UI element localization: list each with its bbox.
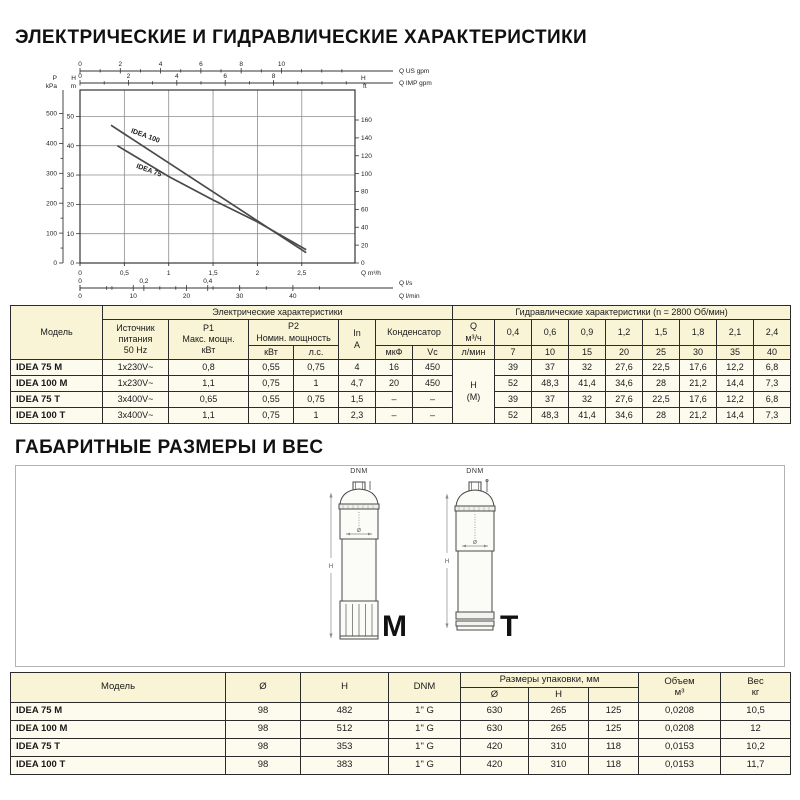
svg-text:40: 40: [66, 142, 74, 150]
data-cell: 12: [721, 720, 791, 738]
lmin-value-header: 15: [569, 345, 606, 359]
spec-col-q: Q м³/ч: [453, 320, 495, 346]
data-cell: 420: [461, 756, 529, 774]
spec-col-source: Источник питания 50 Hz: [103, 320, 169, 360]
dnm-label-t: DNM: [466, 468, 484, 475]
data-cell: 1,5: [339, 392, 376, 408]
q-value-header: 0,6: [532, 320, 569, 346]
table-row: [11, 756, 791, 774]
data-cell: 0,75: [294, 392, 339, 408]
data-cell: 0,0153: [639, 756, 721, 774]
data-cell: 0,0153: [639, 738, 721, 756]
svg-text:Q l/s: Q l/s: [399, 280, 413, 287]
head-value-cell: 7,3: [754, 376, 791, 392]
dim-col-height: H: [301, 673, 389, 703]
header-cell: Vc: [413, 345, 453, 359]
svg-text:1: 1: [166, 270, 171, 277]
data-cell: 0,0208: [639, 702, 721, 720]
head-value-cell: 27,6: [606, 360, 643, 376]
svg-text:0: 0: [70, 260, 74, 268]
data-cell: 4,7: [339, 376, 376, 392]
data-cell: 1" G: [389, 720, 461, 738]
data-cell: –: [413, 408, 453, 424]
svg-text:2,5: 2,5: [297, 270, 307, 277]
data-cell: 0,8: [169, 360, 249, 376]
data-cell: 353: [301, 738, 389, 756]
h-dim-label-t: H: [444, 559, 450, 565]
data-cell: 1" G: [389, 756, 461, 774]
svg-text:40: 40: [361, 224, 369, 232]
dim-group-packaging: Размеры упаковки, мм: [461, 673, 639, 688]
svg-text:80: 80: [361, 188, 369, 196]
model-cell: IDEA 75 M: [11, 360, 103, 376]
data-cell: –: [413, 392, 453, 408]
svg-text:kPa: kPa: [45, 83, 57, 90]
dim-col-volume: Объем м³: [639, 673, 721, 703]
model-cell: IDEA 75 M: [11, 702, 226, 720]
pump-curves-svg: [25, 58, 495, 310]
svg-text:60: 60: [361, 206, 369, 214]
spec-col-p2: P2 Номин. мощность: [249, 320, 339, 346]
spec-group-electrical: Электрические характеристики: [103, 306, 453, 320]
data-cell: 98: [226, 756, 301, 774]
data-cell: 1: [294, 376, 339, 392]
data-cell: 450: [413, 376, 453, 392]
head-value-cell: 14,4: [717, 408, 754, 424]
svg-text:0,5: 0,5: [119, 270, 129, 277]
svg-text:0: 0: [78, 270, 82, 277]
head-value-cell: 48,3: [532, 376, 569, 392]
packaging-sub-header: [589, 687, 639, 702]
data-cell: 10,2: [721, 738, 791, 756]
data-cell: 0,75: [249, 376, 294, 392]
q-value-header: 0,4: [495, 320, 532, 346]
model-cell: IDEA 100 M: [11, 376, 103, 392]
svg-text:160: 160: [361, 117, 372, 125]
data-cell: 125: [589, 720, 639, 738]
svg-text:H: H: [361, 75, 366, 82]
svg-text:6: 6: [223, 73, 228, 80]
lmin-value-header: 40: [754, 345, 791, 359]
dimensions-table: [10, 672, 791, 775]
data-cell: 0,75: [249, 408, 294, 424]
head-value-cell: 34,6: [606, 408, 643, 424]
packaging-sub-header: Ø: [461, 687, 529, 702]
lmin-value-header: 7: [495, 345, 532, 359]
data-cell: 3x400V~: [103, 392, 169, 408]
head-value-cell: 12,2: [717, 392, 754, 408]
data-cell: 482: [301, 702, 389, 720]
head-value-cell: 22,5: [643, 392, 680, 408]
head-value-cell: 37: [532, 360, 569, 376]
dnm-label-m: DNM: [350, 468, 368, 475]
spec-col-model: Модель: [11, 306, 103, 360]
head-value-cell: 34,6: [606, 376, 643, 392]
model-cell: IDEA 75 T: [11, 392, 103, 408]
data-cell: 10,5: [721, 702, 791, 720]
dia-dim-label-m: Ø: [357, 528, 361, 534]
svg-text:0: 0: [361, 260, 365, 268]
head-value-cell: 41,4: [569, 408, 606, 424]
table-row: [11, 720, 791, 738]
svg-text:20: 20: [182, 293, 191, 300]
dim-col-model: Модель: [11, 673, 226, 703]
svg-text:4: 4: [158, 61, 163, 68]
data-cell: 2,3: [339, 408, 376, 424]
head-value-cell: 28: [643, 408, 680, 424]
lmin-value-header: 20: [606, 345, 643, 359]
data-cell: 118: [589, 738, 639, 756]
svg-text:2: 2: [126, 73, 131, 80]
table-row: [11, 392, 791, 408]
q-value-header: 0,9: [569, 320, 606, 346]
data-cell: 0,55: [249, 360, 294, 376]
pump-m-letter: M: [382, 610, 407, 643]
spec-table: [10, 305, 791, 424]
head-value-cell: 6,8: [754, 360, 791, 376]
svg-text:8: 8: [271, 73, 276, 80]
svg-text:2: 2: [118, 61, 123, 68]
data-cell: –: [376, 408, 413, 424]
head-value-cell: 39: [495, 392, 532, 408]
lmin-value-header: 35: [717, 345, 754, 359]
data-cell: 420: [461, 738, 529, 756]
head-value-cell: 6,8: [754, 392, 791, 408]
head-value-cell: 27,6: [606, 392, 643, 408]
data-cell: 383: [301, 756, 389, 774]
head-value-cell: 12,2: [717, 360, 754, 376]
data-cell: 118: [589, 756, 639, 774]
model-cell: IDEA 75 T: [11, 738, 226, 756]
head-value-cell: 22,5: [643, 360, 680, 376]
head-value-cell: 37: [532, 392, 569, 408]
packaging-sub-header: H: [529, 687, 589, 702]
data-cell: 310: [529, 738, 589, 756]
svg-text:m: m: [70, 83, 76, 90]
dim-col-weight: Вес кг: [721, 673, 791, 703]
spec-col-lmin: л/мин: [453, 345, 495, 359]
data-cell: 98: [226, 702, 301, 720]
data-cell: 0,55: [249, 392, 294, 408]
model-cell: IDEA 100 T: [11, 756, 226, 774]
head-value-cell: 28: [643, 376, 680, 392]
table-row: [11, 376, 791, 392]
svg-text:1,5: 1,5: [208, 270, 218, 277]
data-cell: 1x230V~: [103, 376, 169, 392]
svg-text:Q m³/h: Q m³/h: [361, 270, 381, 277]
head-value-cell: 32: [569, 392, 606, 408]
table-row: [11, 702, 791, 720]
svg-text:200: 200: [46, 200, 57, 208]
table-row: [11, 360, 791, 376]
q-value-header: 2,1: [717, 320, 754, 346]
dimensions-section-title: ГАБАРИТНЫЕ РАЗМЕРЫ И ВЕС: [15, 437, 324, 458]
model-cell: IDEA 100 M: [11, 720, 226, 738]
table-row: [11, 738, 791, 756]
svg-text:300: 300: [46, 170, 57, 178]
data-cell: 512: [301, 720, 389, 738]
head-value-cell: 21,2: [680, 408, 717, 424]
head-value-cell: 21,2: [680, 376, 717, 392]
head-value-cell: 48,3: [532, 408, 569, 424]
lmin-value-header: 10: [532, 345, 569, 359]
svg-text:Q US gpm: Q US gpm: [399, 68, 430, 75]
head-value-cell: 17,6: [680, 392, 717, 408]
data-cell: 1x230V~: [103, 360, 169, 376]
spec-group-hydraulic: Гидравлические характеристики (n = 2800 Об/мин): [453, 306, 791, 320]
svg-text:10: 10: [66, 230, 74, 238]
data-cell: 630: [461, 720, 529, 738]
data-cell: 0,75: [294, 360, 339, 376]
svg-text:50: 50: [66, 113, 74, 121]
svg-text:0: 0: [78, 293, 82, 300]
head-meters-label: Н (М): [453, 360, 495, 424]
lmin-value-header: 30: [680, 345, 717, 359]
pump-drawings-panel: [15, 465, 785, 667]
svg-text:10: 10: [277, 61, 286, 68]
svg-text:0: 0: [78, 61, 82, 68]
lmin-value-header: 25: [643, 345, 680, 359]
svg-text:30: 30: [66, 172, 74, 180]
data-cell: –: [376, 392, 413, 408]
data-cell: 11,7: [721, 756, 791, 774]
pump-curve-chart: [25, 58, 495, 310]
data-cell: 450: [413, 360, 453, 376]
head-value-cell: 52: [495, 376, 532, 392]
svg-text:Q IMP gpm: Q IMP gpm: [399, 80, 432, 87]
svg-text:IDEA 75: IDEA 75: [135, 163, 163, 179]
svg-text:0: 0: [78, 73, 82, 80]
h-dim-label-m: H: [328, 564, 334, 570]
head-value-cell: 39: [495, 360, 532, 376]
header-cell: кВт: [249, 345, 294, 359]
q-value-header: 2,4: [754, 320, 791, 346]
svg-text:2: 2: [255, 270, 260, 277]
svg-text:H: H: [71, 75, 76, 82]
q-value-header: 1,5: [643, 320, 680, 346]
spec-col-p1: P1 Макс. мощн. кВт: [169, 320, 249, 360]
dim-col-diameter: Ø: [226, 673, 301, 703]
header-cell: мкФ: [376, 345, 413, 359]
pump-t-letter: T: [500, 610, 519, 643]
data-cell: 98: [226, 738, 301, 756]
svg-text:IDEA 100: IDEA 100: [129, 127, 161, 145]
svg-text:20: 20: [361, 242, 369, 250]
head-value-cell: 32: [569, 360, 606, 376]
data-cell: 20: [376, 376, 413, 392]
svg-text:100: 100: [361, 170, 372, 178]
svg-text:500: 500: [46, 110, 57, 118]
spec-col-capacitor: Конденсатор: [376, 320, 453, 346]
svg-text:40: 40: [289, 293, 297, 300]
data-cell: 16: [376, 360, 413, 376]
model-cell: IDEA 100 T: [11, 408, 103, 424]
data-cell: 125: [589, 702, 639, 720]
data-cell: 265: [529, 720, 589, 738]
svg-text:140: 140: [361, 135, 372, 143]
head-value-cell: 17,6: [680, 360, 717, 376]
dim-col-dnm: DNM: [389, 673, 461, 703]
svg-text:0: 0: [53, 260, 57, 268]
q-value-header: 1,2: [606, 320, 643, 346]
data-cell: 1,1: [169, 408, 249, 424]
head-value-cell: 7,3: [754, 408, 791, 424]
head-value-cell: 14,4: [717, 376, 754, 392]
svg-text:0: 0: [78, 278, 82, 285]
data-cell: 1: [294, 408, 339, 424]
svg-text:6: 6: [199, 61, 203, 68]
data-cell: 0,0208: [639, 720, 721, 738]
svg-text:P: P: [52, 75, 57, 82]
dia-dim-label-t: Ø: [473, 540, 477, 546]
data-cell: 265: [529, 702, 589, 720]
svg-text:0,2: 0,2: [139, 278, 149, 285]
q-value-header: 1,8: [680, 320, 717, 346]
data-cell: 98: [226, 720, 301, 738]
table-row: [11, 408, 791, 424]
svg-text:30: 30: [236, 293, 244, 300]
spec-col-in: In A: [339, 320, 376, 360]
svg-text:10: 10: [129, 293, 137, 300]
svg-text:20: 20: [66, 201, 74, 209]
svg-text:ft: ft: [363, 83, 367, 90]
svg-text:100: 100: [46, 230, 57, 238]
svg-text:4: 4: [174, 73, 179, 80]
data-cell: 3x400V~: [103, 408, 169, 424]
svg-text:Q l/min: Q l/min: [399, 293, 420, 300]
data-cell: 630: [461, 702, 529, 720]
head-value-cell: 52: [495, 408, 532, 424]
data-cell: 310: [529, 756, 589, 774]
svg-text:0,4: 0,4: [203, 278, 213, 285]
svg-text:400: 400: [46, 140, 57, 148]
data-cell: 1,1: [169, 376, 249, 392]
svg-text:8: 8: [239, 61, 243, 68]
data-cell: 0,65: [169, 392, 249, 408]
header-cell: л.с.: [294, 345, 339, 359]
data-cell: 1" G: [389, 738, 461, 756]
svg-text:120: 120: [361, 152, 372, 160]
data-cell: 4: [339, 360, 376, 376]
head-value-cell: 41,4: [569, 376, 606, 392]
data-cell: 1" G: [389, 702, 461, 720]
electrical-section-title: ЭЛЕКТРИЧЕСКИЕ И ГИДРАВЛИЧЕСКИЕ ХАРАКТЕРИСТИКИ: [15, 27, 588, 48]
